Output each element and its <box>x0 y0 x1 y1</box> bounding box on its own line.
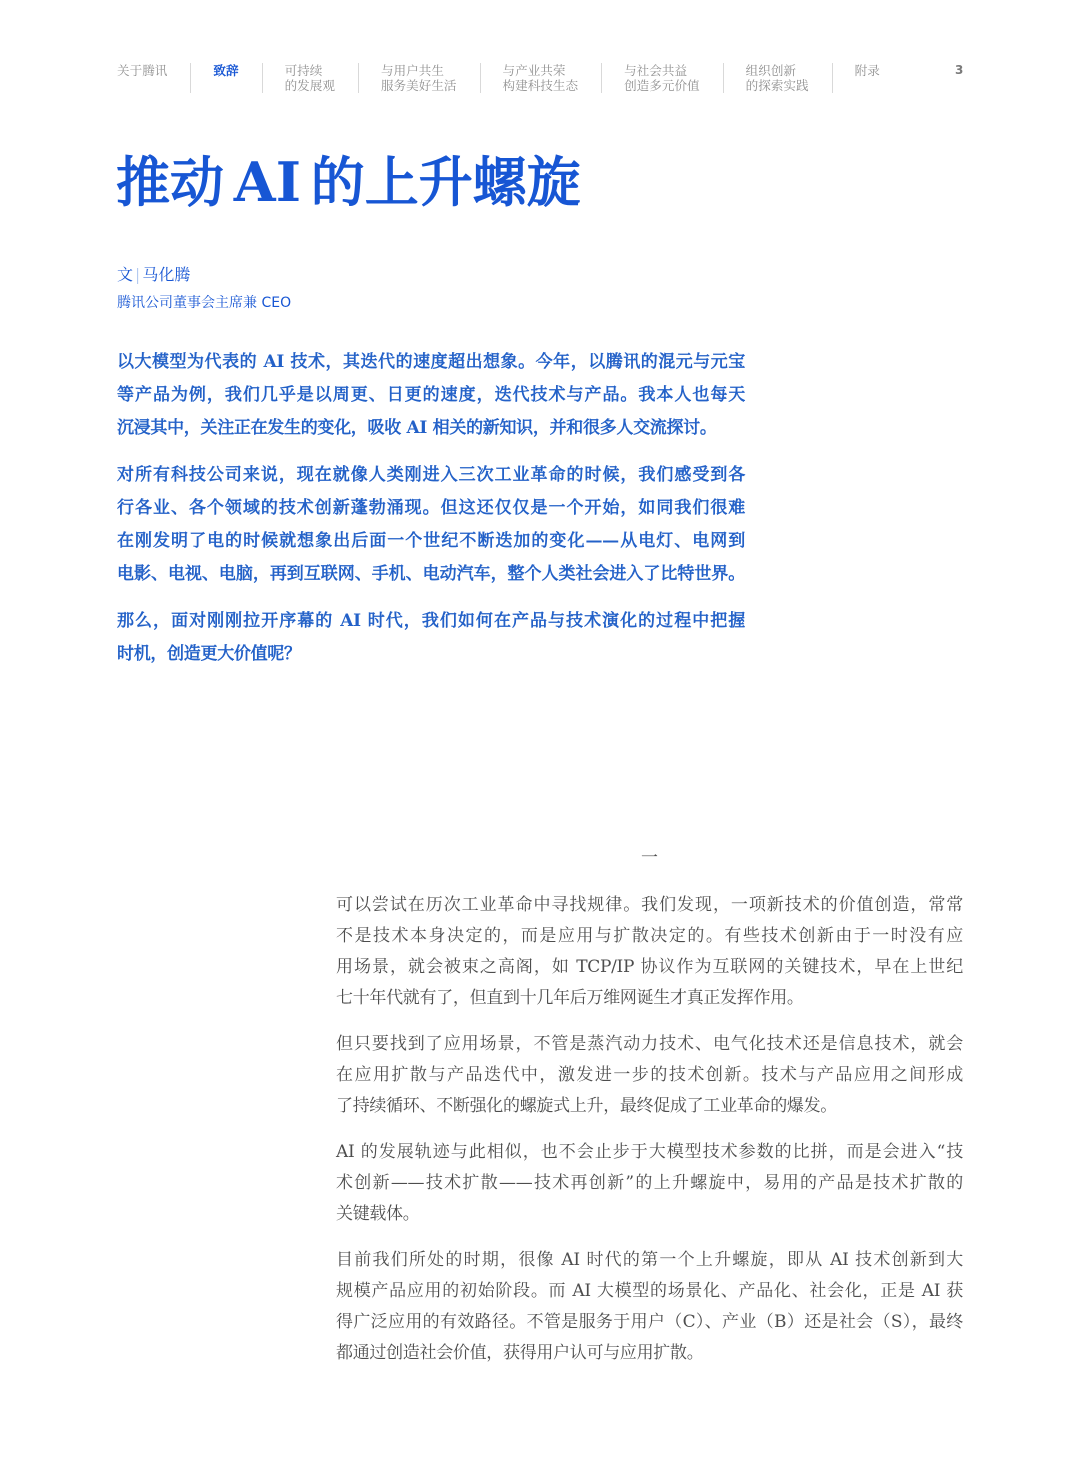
nav-item-label: 与用户共生 <box>380 63 444 78</box>
section-body <box>336 890 963 1384</box>
nav-item-sustainable-development[interactable] <box>262 63 358 93</box>
body-line: 七十年代就有了，但直到十几年后万维网诞生才真正发挥作用。 <box>336 988 804 1008</box>
page-title: 推动 AI 的上升螺旋 <box>116 150 581 214</box>
intro-line: 等产品为例，我们几乎是以周更、日更的速度，迭代技术与产品。我本人也每天 <box>117 385 745 405</box>
byline-author <box>117 265 291 285</box>
author-role: 腾讯公司董事会主席兼 CEO <box>117 295 292 311</box>
intro-paragraph <box>117 605 745 671</box>
body-line: 都通过创造社会价值，获得用户认可与应用扩散。 <box>336 1343 704 1363</box>
body-paragraph <box>336 1245 963 1369</box>
nav-item-ceo-letter[interactable] <box>190 63 261 93</box>
body-line: 规模产品应用的初始阶段。而 AI 大模型的场景化、产品化、社会化，正是 AI 获 <box>336 1281 963 1301</box>
intro-line: 沉浸其中，关注正在发生的变化，吸收 AI 相关的新知识，并和很多人交流探讨。 <box>117 418 717 438</box>
body-line: 在应用扩散与产品迭代中，激发进一步的技术创新。技术与产品应用之间形成 <box>336 1065 963 1085</box>
body-paragraph <box>336 1137 963 1230</box>
nav-item-label: 组织创新 <box>745 63 796 78</box>
nav-item-sublabel: 服务美好生活 <box>380 78 457 93</box>
body-paragraph <box>336 1029 963 1122</box>
nav-item-label: 致辞 <box>213 63 239 78</box>
nav-item-users[interactable] <box>358 63 480 93</box>
intro <box>117 346 745 685</box>
byline-separator: | <box>135 265 141 284</box>
author-name: 马化腾 <box>142 265 191 284</box>
intro-paragraph <box>117 346 745 445</box>
intro-line: 电影、电视、电脑，再到互联网、手机、电动汽车，整个人类社会进入了比特世界。 <box>117 564 745 584</box>
intro-line: 那么，面对刚刚拉开序幕的 AI 时代，我们如何在产品与技术演化的过程中把握 <box>117 611 745 631</box>
intro-line: 在刚发明了电的时候就想象出后面一个世纪不断迭加的变化——从电灯、电网到 <box>117 531 745 551</box>
intro-line: 行各业、各个领域的技术创新蓬勃涌现。但这还仅仅是一个开始，如同我们很难 <box>117 498 745 518</box>
body-line: AI 的发展轨迹与此相似，也不会止步于大模型技术参数的比拼，而是会进入“技 <box>336 1142 963 1162</box>
intro-line: 以大模型为代表的 AI 技术，其迭代的速度超出想象。今年，以腾讯的混元与元宝 <box>117 352 745 372</box>
body-line: 但只要找到了应用场景，不管是蒸汽动力技术、电气化技术还是信息技术，就会 <box>336 1034 963 1054</box>
nav-item-about-tencent[interactable] <box>117 63 190 93</box>
nav-item-label: 关于腾讯 <box>117 63 168 78</box>
intro-paragraph <box>117 459 745 591</box>
body-line: 用场景，就会被束之高阁，如 TCP/IP 协议作为互联网的关键技术，早在上世纪 <box>336 957 963 977</box>
nav-item-sublabel: 构建科技生态 <box>502 78 579 93</box>
body-line: 目前我们所处的时期，很像 AI 时代的第一个上升螺旋，即从 AI 技术创新到大 <box>336 1250 963 1270</box>
nav-item-society[interactable] <box>601 63 723 93</box>
nav-item-appendix[interactable] <box>832 63 903 93</box>
body-paragraph <box>336 890 963 1014</box>
nav-item-sublabel: 的发展观 <box>284 78 335 93</box>
nav-item-sublabel: 的探索实践 <box>745 78 809 93</box>
nav-item-label: 附录 <box>854 63 880 78</box>
intro-line: 时机，创造更大价值呢？ <box>117 644 301 664</box>
body-line: 可以尝试在历次工业革命中寻找规律。我们发现，一项新技术的价值创造，常常 <box>336 895 963 915</box>
body-line: 不是技术本身决定的，而是应用与扩散决定的。有些技术创新由于一时没有应 <box>336 926 963 946</box>
nav-item-label: 与社会共益 <box>624 63 688 78</box>
body-line: 术创新——技术扩散——技术再创新”的上升螺旋中，易用的产品是技术扩散的 <box>336 1173 963 1193</box>
section-number: 一 <box>641 848 658 868</box>
byline <box>117 265 291 313</box>
byline-label: 文 <box>117 265 134 284</box>
body-line: 了持续循环、不断强化的螺旋式上升，最终促成了工业革命的爆发。 <box>336 1096 837 1116</box>
nav-item-sublabel: 创造多元价值 <box>624 78 700 93</box>
body-line: 得广泛应用的有效路径。不管是服务于用户（C）、产业（B）还是社会（S），最终 <box>336 1312 963 1332</box>
nav-item-label: 与产业共荣 <box>502 63 566 78</box>
nav-item-label: 可持续 <box>284 63 323 78</box>
page-number: 3 <box>955 63 964 77</box>
nav-item-industry[interactable] <box>480 63 602 93</box>
nav-item-organizational-innovation[interactable] <box>723 63 832 93</box>
section-nav <box>117 63 903 93</box>
intro-line: 对所有科技公司来说，现在就像人类刚进入三次工业革命的时候，我们感受到各 <box>117 465 745 485</box>
body-line: 关键载体。 <box>336 1204 420 1224</box>
